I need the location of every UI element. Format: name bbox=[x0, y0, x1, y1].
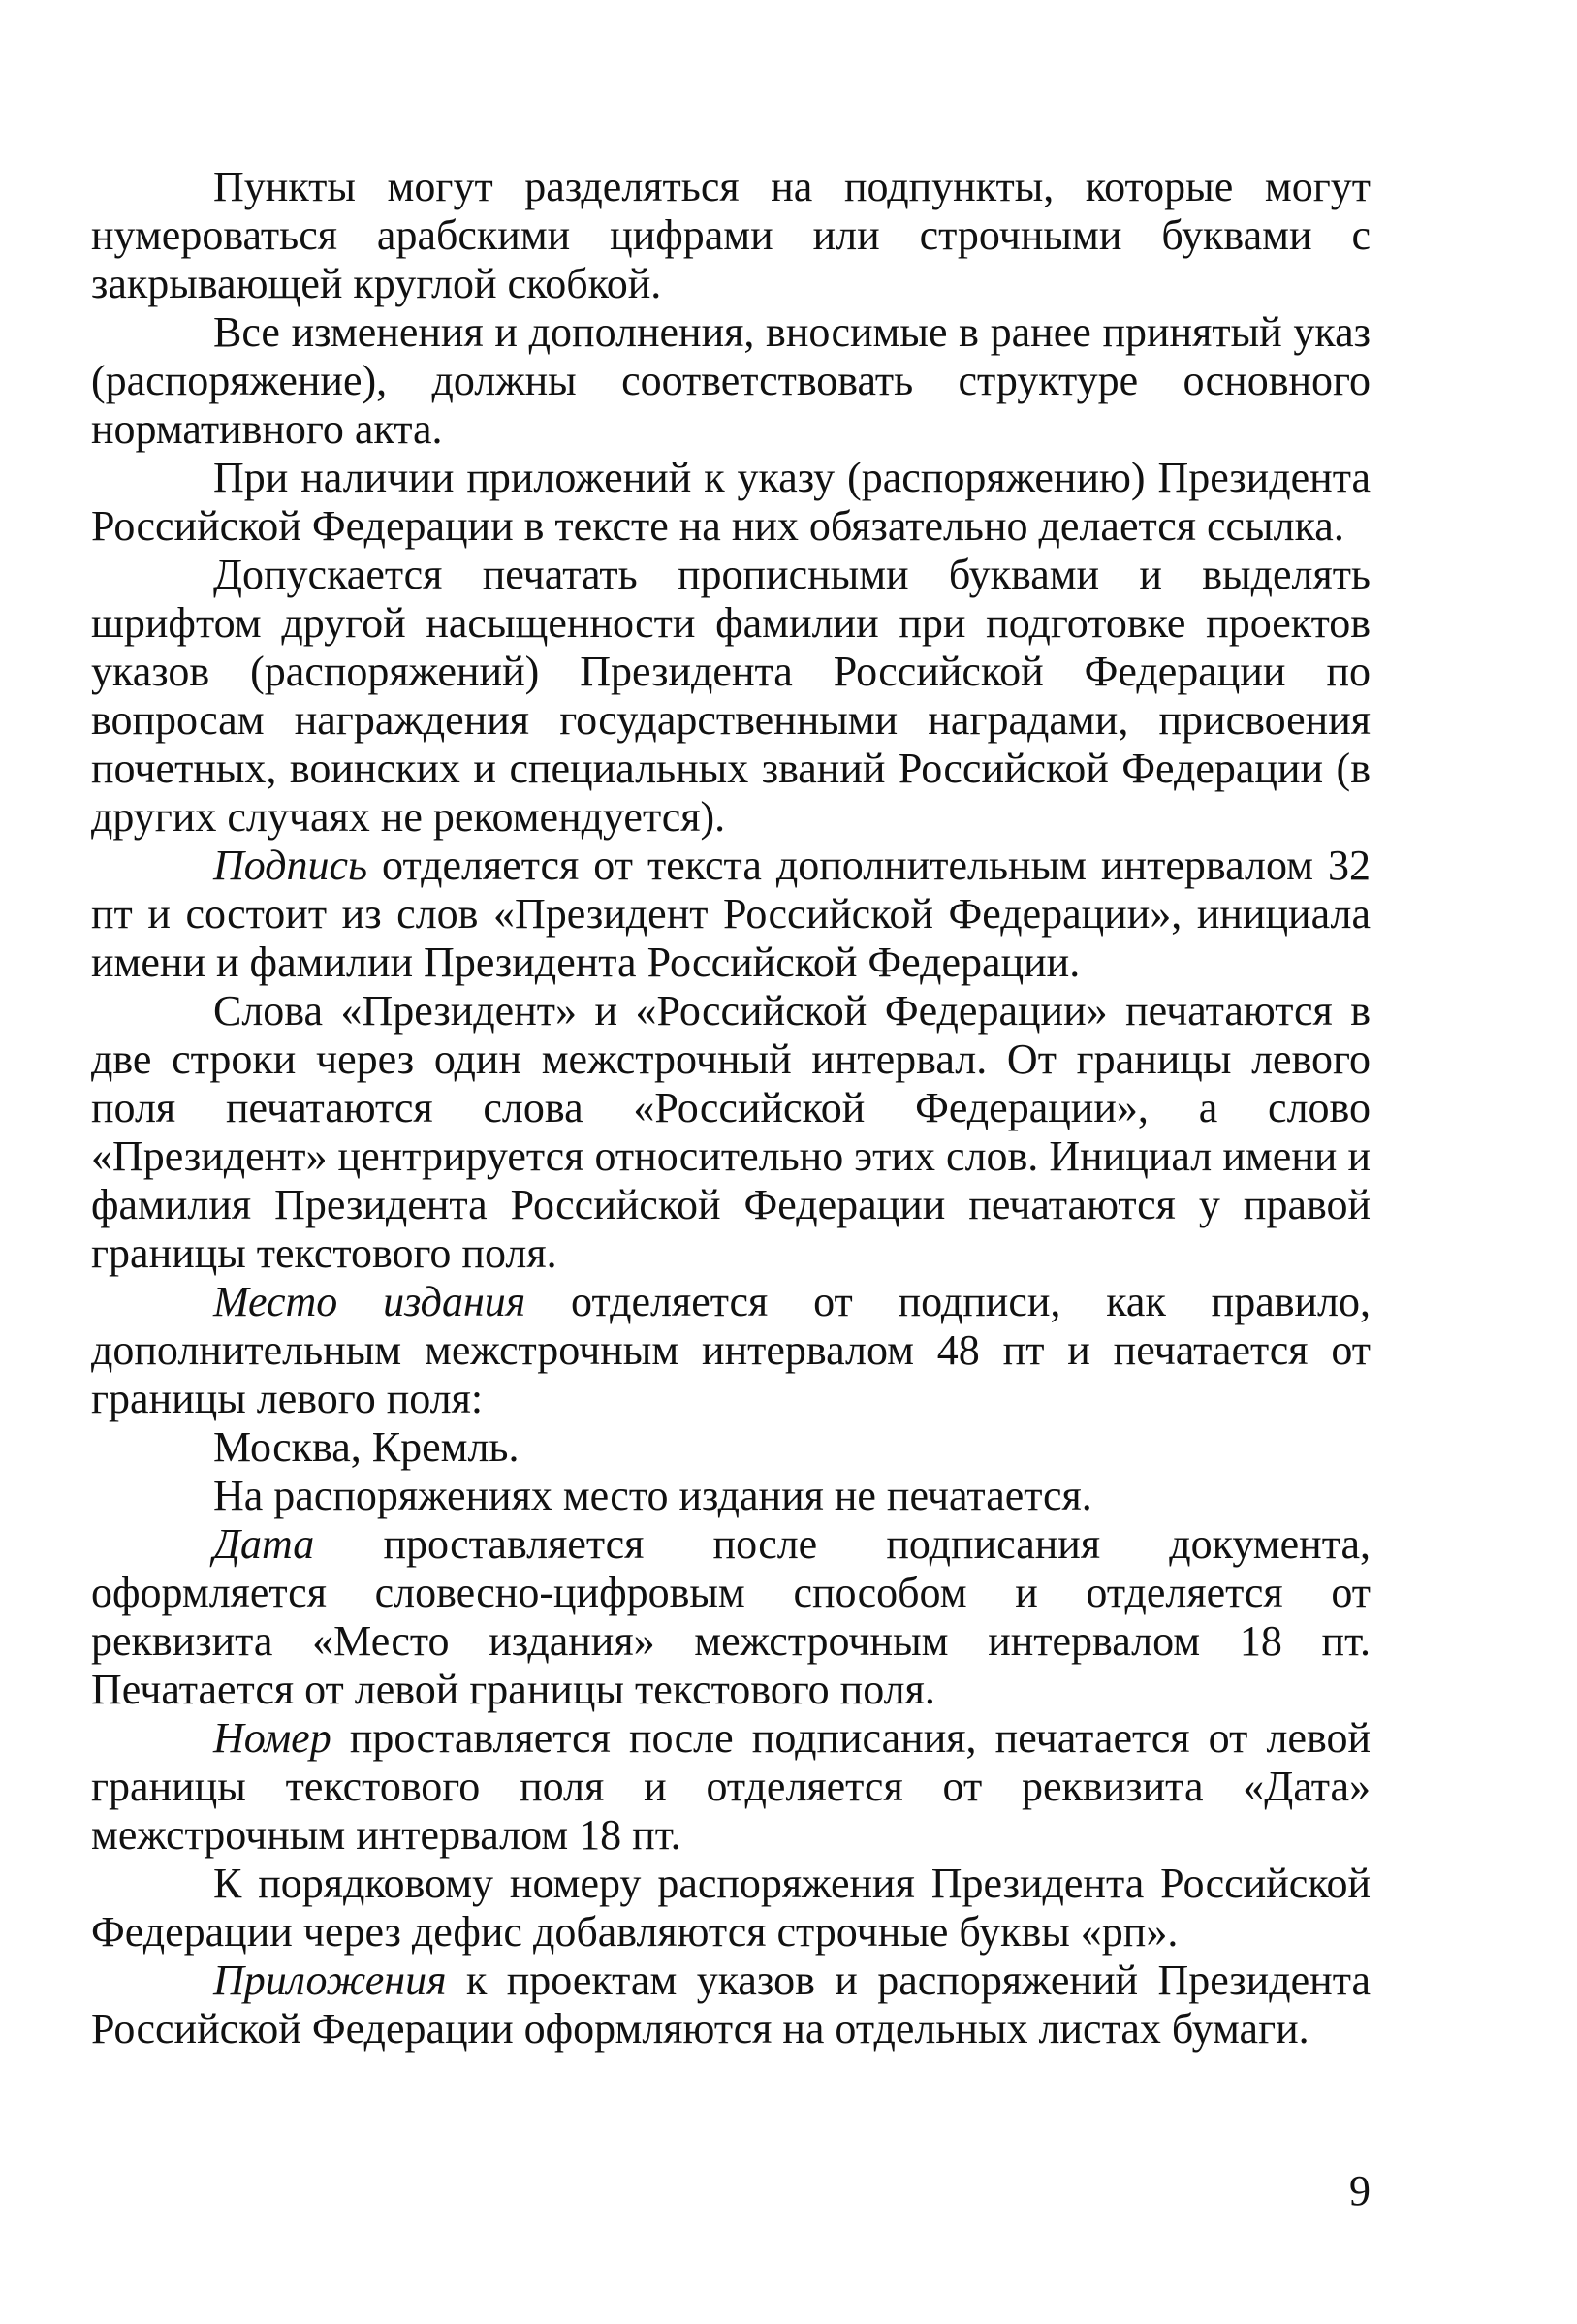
paragraph-amendments: Все изменения и дополнения, вносимые в ранее принятый указ (распоряжение), должны соответствовать структуре основного нормативного акта. bbox=[91, 308, 1371, 453]
term-date: Дата bbox=[213, 1520, 315, 1568]
paragraph-rp-suffix: К порядковому номеру распоряжения Президента Российской Федерации через дефис добавляются строчные буквы «рп». bbox=[91, 1860, 1371, 1956]
paragraph-date: Дата проставляется после подписания документа, оформляется словесно-цифровым способом и отделяется от реквизита «Место издания» межстрочным интервалом 18 пт. Печатается от левой границы текстового поля. bbox=[91, 1520, 1371, 1713]
paragraph-signature-layout: Слова «Президент» и «Российской Федерации» печатаются в две строки через один межстрочный интервал. От границы левого поля печатаются слова «Российской Федерации», а слово «Президент» центрируется относительно этих слов. Инициал имени и фамилия Президента Российской Федерации печатаются у правой границы текстового поля. bbox=[91, 987, 1371, 1277]
term-signature: Подпись bbox=[213, 842, 368, 889]
paragraph-signature: Подпись отделяется от текста дополнительным интервалом 32 пт и состоит из слов «Президент Российской Федерации», инициала имени и фамилии Президента Российской Федерации. bbox=[91, 842, 1371, 986]
paragraph-moscow-kremlin: Москва, Кремль. bbox=[213, 1423, 520, 1471]
term-number: Номер bbox=[213, 1714, 331, 1762]
page-number: 9 bbox=[1349, 2167, 1371, 2214]
paragraph-appendix-reference: При наличии приложений к указу (распоряжению) Президента Российской Федерации в тексте на них обязательно делается ссылка. bbox=[91, 454, 1371, 550]
paragraph-place-of-issue: Место издания отделяется от подписи, как правило, дополнительным межстрочным интервалом 48 пт и печатается от границы левого поля: bbox=[91, 1278, 1371, 1422]
term-appendices: Приложения bbox=[213, 1957, 447, 2004]
paragraph-appendices: Приложения к проектам указов и распоряжений Президента Российской Федерации оформляются на отдельных листах бумаги. bbox=[91, 1957, 1371, 2053]
paragraph-number: Номер проставляется после подписания, печатается от левой границы текстового поля и отделяется от реквизита «Дата» межстрочным интервалом 18 пт. bbox=[91, 1714, 1371, 1859]
paragraph-orders-no-place: На распоряжениях место издания не печатается. bbox=[213, 1472, 1092, 1519]
term-place-of-issue: Место издания bbox=[213, 1278, 526, 1325]
paragraph-capital-letters: Допускается печатать прописными буквами и выделять шрифтом другой насыщенности фамилии при подготовке проектов указов (распоряжений) Президента Российской Федерации по вопросам награждения государственными наградами, присвоения почетных, воинских и специальных званий Российской Федерации (в других случаях не рекомендуется). bbox=[91, 551, 1371, 841]
paragraph-subitems: Пункты могут разделяться на подпункты, которые могут нумероваться арабскими цифрами или строчными буквами с закрывающей круглой скобкой. bbox=[91, 163, 1371, 307]
body-text bbox=[91, 163, 1371, 2053]
